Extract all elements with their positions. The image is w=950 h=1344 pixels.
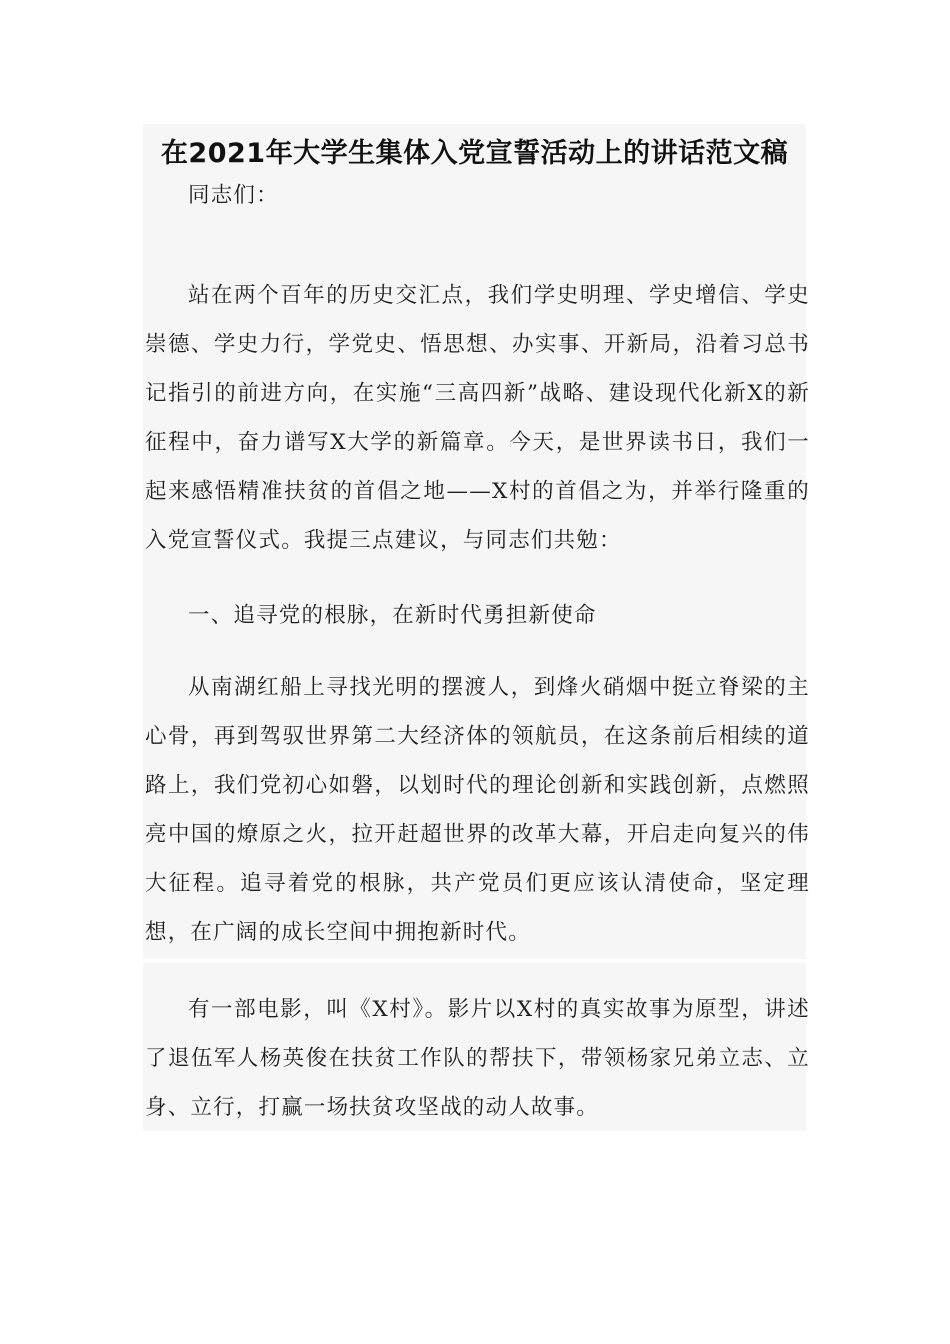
section-heading: 一、追寻党的根脉，在新时代勇担新使命: [188, 603, 597, 628]
body-paragraph: 有一部电影，叫《X村》。影片以X村的真实故事为原型，讲述了退伍军人杨英俊在扶贫工作队的帮扶下，带领杨家兄弟立志、立身、立行，打赢一场扶贫攻坚战的动人故事。: [145, 997, 810, 1120]
intro-paragraph: 站在两个百年的历史交汇点，我们学史明理、学史增信、学史崇德、学史力行，学党史、悟思想、办实事、开新局，沿着习总书记指引的前进方向，在实施“三高四新”战略、建设现代化新X的新征程中，奋力谱写X大学的新篇章。今天，是世界读书日，我们一起来感悟精准扶贫的首倡之地——X村的首倡之为，并举行隆重的入党宣誓仪式。我提三点建议，与同志们共勉：: [145, 283, 810, 553]
document-title: 在2021年大学生集体入党宣誓活动上的讲话范文稿: [160, 138, 789, 169]
greeting-paragraph: 同志们：: [188, 183, 279, 208]
body-paragraph: 从南湖红船上寻找光明的摆渡人，到烽火硝烟中挺立脊梁的主心骨，再到驾驭世界第二大经济体的领航员，在这条前后相续的道路上，我们党初心如磐，以划时代的理论创新和实践创新，点燃照亮中国的燎原之火，拉开赶超世界的改革大幕，开启走向复兴的伟大征程。追寻着党的根脉，共产党员们更应该认清使命，坚定理想，在广阔的成长空间中拥抱新时代。: [145, 675, 810, 945]
